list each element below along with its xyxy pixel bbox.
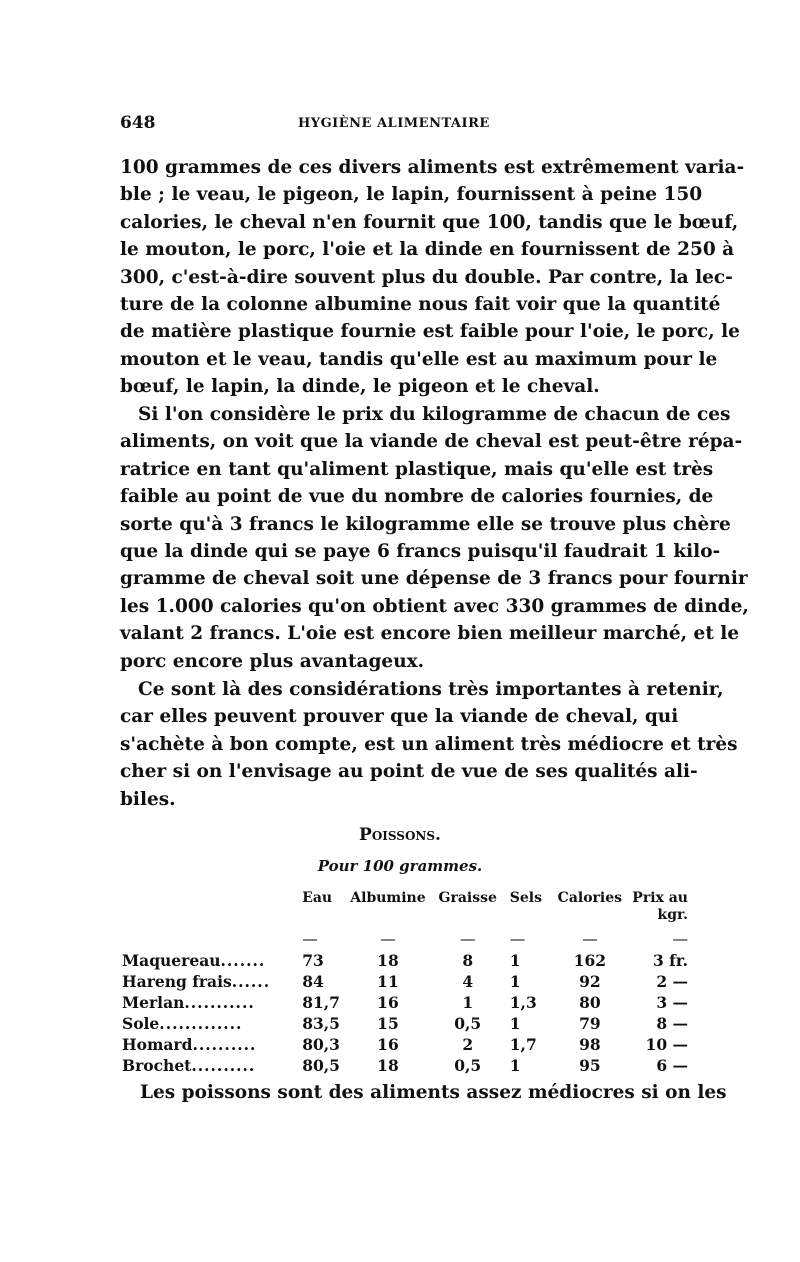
cell-eau: 83,5 <box>302 1014 340 1033</box>
text-line: Ce sont là des considérations très importantes à retenir, <box>138 679 724 700</box>
cell-sels: 1 <box>509 951 521 970</box>
text-line: ture de la colonne albumine nous fait voir que la quantité <box>120 294 721 316</box>
cell-albumine: 15 <box>377 1014 399 1033</box>
row-name: Homard <box>122 1035 193 1054</box>
row-name: Merlan <box>122 993 185 1012</box>
text-line: faible au point de vue du nombre de calories fournies, de <box>120 486 714 508</box>
dot-leader: .......... <box>191 1056 256 1075</box>
cell-eau: 80,5 <box>302 1056 340 1075</box>
text-line: aliments, on voit que la viande de cheval est peut-être répa- <box>120 431 743 453</box>
table-row <box>120 992 690 1013</box>
text-line: 100 grammes de ces divers aliments est extrêmement varia- <box>120 157 745 178</box>
text-line: valant 2 francs. L'oie est encore bien meilleur marché, et le <box>120 623 740 645</box>
cell-sels: 1,7 <box>509 1035 537 1054</box>
cell-graisse: 0,5 <box>454 1014 482 1033</box>
running-title: HYGIÈNE ALIMENTAIRE <box>298 116 490 131</box>
text-line: bœuf, le lapin, la dinde, le pigeon et le cheval. <box>120 376 600 398</box>
text-line: les 1.000 calories qu'on obtient avec 330 grammes de dinde, <box>120 595 749 617</box>
continuation-line: Les poissons sont des aliments assez médiocres si on les <box>140 1082 727 1103</box>
cell-calories: 80 <box>579 993 601 1012</box>
dash-row <box>120 928 690 950</box>
cell-sels: 1 <box>509 1014 521 1033</box>
dash: — <box>672 930 688 948</box>
cell-graisse: 0,5 <box>454 1056 482 1075</box>
dot-leader: ........... <box>184 993 255 1012</box>
text-line: cher si on l'envisage au point de vue de ses qualités ali- <box>120 761 698 783</box>
cell-prix: 6 — <box>656 1056 688 1075</box>
text-line: car elles peuvent prouver que la viande de cheval, qui <box>120 706 679 728</box>
cell-albumine: 11 <box>377 972 399 991</box>
row-name: Brochet <box>122 1056 192 1075</box>
cell-calories: 95 <box>579 1056 601 1075</box>
column-header <box>120 890 300 928</box>
cell-eau: 73 <box>302 951 324 970</box>
table-row <box>120 950 690 971</box>
dash: — <box>380 930 396 948</box>
column-header-graisse: Graisse <box>438 890 497 906</box>
table-row <box>120 1034 690 1055</box>
row-name: Maquereau <box>122 951 221 970</box>
text-line: biles. <box>120 788 176 810</box>
cell-graisse: 1 <box>462 993 474 1012</box>
dot-leader: ...... <box>231 972 271 991</box>
cell-prix: 2 — <box>656 972 688 991</box>
column-header-calories: Calories <box>557 890 623 906</box>
text-line: s'achète à bon compte, est un aliment très médiocre et très <box>120 733 738 755</box>
cell-prix: 3 fr. <box>653 951 688 970</box>
text-line: 300, c'est-à-dire souvent plus du double. Par contre, la lec- <box>120 266 733 288</box>
text-line: sorte qu'à 3 francs le kilogramme elle se trouve plus chère <box>120 513 731 535</box>
dot-leader: ............. <box>159 1014 243 1033</box>
cell-graisse: 2 <box>462 1035 474 1054</box>
dash: — <box>302 930 318 948</box>
section-title: Poissons. <box>359 825 441 845</box>
cell-eau: 80,3 <box>302 1035 340 1054</box>
table-row <box>120 1013 690 1034</box>
dot-leader: .......... <box>192 1035 257 1054</box>
cell-eau: 81,7 <box>302 993 340 1012</box>
text-line: calories, le cheval n'en fournit que 100, tandis que le bœuf, <box>120 211 739 233</box>
cell-sels: 1 <box>509 972 521 991</box>
text-line: ble ; le veau, le pigeon, le lapin, fournissent à peine 150 <box>120 184 703 206</box>
dash: — <box>509 930 526 948</box>
text-line: de matière plastique fournie est faible pour l'oie, le porc, le <box>120 321 740 343</box>
row-name: Sole <box>122 1014 160 1033</box>
cell-prix: 3 — <box>656 993 688 1012</box>
fish-nutrition-table <box>120 890 690 1076</box>
dash: — <box>459 930 476 948</box>
text-line: le mouton, le porc, l'oie et la dinde en fournissent de 250 à <box>120 239 735 261</box>
table-header-row <box>120 890 690 928</box>
cell-calories: 79 <box>579 1014 601 1033</box>
column-header-prix: Prix au kgr. <box>632 890 688 923</box>
cell-albumine: 16 <box>377 993 399 1012</box>
paragraph-3 <box>120 676 738 813</box>
text-line: gramme de cheval soit une dépense de 3 francs pour fournir <box>120 568 748 590</box>
cell-eau: 84 <box>302 972 324 991</box>
cell-calories: 98 <box>579 1035 601 1054</box>
cell-sels: 1 <box>509 1056 521 1075</box>
text-line: mouton et le veau, tandis qu'elle est au maximum pour le <box>120 348 718 370</box>
text-line: Si l'on considère le prix du kilogramme de chacun de ces <box>138 404 731 425</box>
text-line: que la dinde qui se paye 6 francs puisqu'il faudrait 1 kilo- <box>120 541 721 563</box>
dot-leader: ....... <box>220 951 266 970</box>
cell-albumine: 18 <box>377 951 399 970</box>
column-header-eau: Eau <box>302 890 333 906</box>
cell-graisse: 4 <box>462 972 474 991</box>
table-row <box>120 971 690 992</box>
dash: — <box>582 930 598 948</box>
cell-albumine: 16 <box>377 1035 399 1054</box>
paragraph-2 <box>120 401 749 675</box>
cell-calories: 162 <box>573 951 607 970</box>
cell-graisse: 8 <box>462 951 474 970</box>
page-number: 648 <box>120 113 156 133</box>
section-subtitle: Pour 100 grammes. <box>317 857 483 875</box>
cell-prix: 10 — <box>645 1035 688 1054</box>
cell-prix: 8 — <box>656 1014 688 1033</box>
cell-calories: 92 <box>579 972 601 991</box>
row-name: Hareng frais <box>122 972 232 991</box>
column-header-albumine: Albumine <box>350 890 426 906</box>
paragraph-1 <box>120 154 745 401</box>
page-header <box>120 113 680 135</box>
text-line: porc encore plus avantageux. <box>120 650 425 672</box>
cell-sels: 1,3 <box>509 993 537 1012</box>
cell-albumine: 18 <box>377 1056 399 1075</box>
table-row <box>120 1055 690 1076</box>
text-line: ratrice en tant qu'aliment plastique, mais qu'elle est très <box>120 458 714 480</box>
column-header-sels: Sels <box>509 890 542 906</box>
